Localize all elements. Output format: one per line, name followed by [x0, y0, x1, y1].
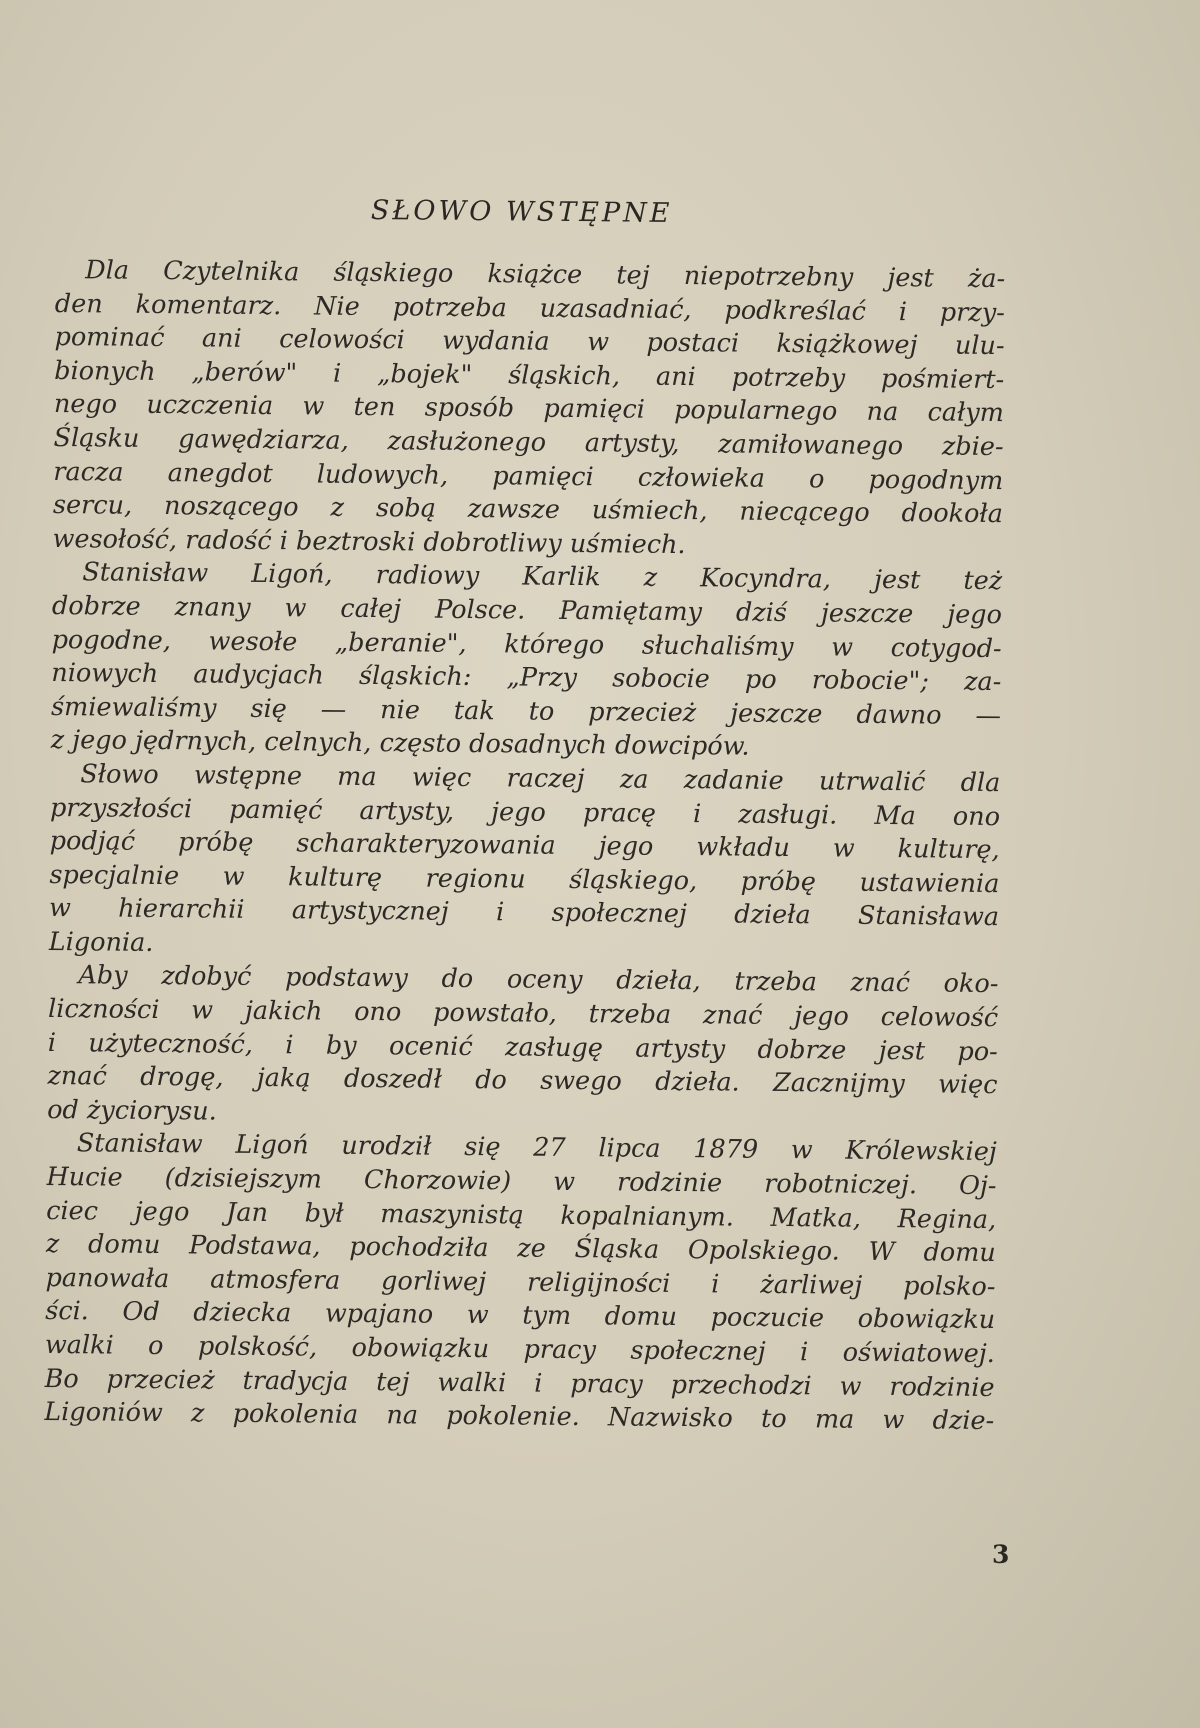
text-line: sercu, noszącego z sobą zawsze uśmiech, niecącego dookoła: [52, 490, 1004, 530]
text-line: ciec jego Jan był maszynistą kopalnianym. Matka, Regina,: [46, 1195, 997, 1235]
text-line: Stanisław Ligoń urodził się 27 lipca 1879 w Królewskiej: [76, 1128, 997, 1168]
page-heading: SŁOWO WSTĘPNE: [370, 195, 673, 229]
text-line: i użyteczność, i by ocenić zasługę artysty dobrze jest po-: [47, 1027, 998, 1067]
text-line: nego uczczenia w ten sposób pamięci popularnego na całym: [53, 389, 1005, 429]
text-line: Ligonia.: [48, 926, 154, 958]
paragraph-2: [51, 556, 1003, 767]
text-line: Śląsku gawędziarza, zasłużonego artysty, zamiłowanego zbie-: [53, 422, 1004, 463]
text-line: pominać ani celowości wydania w postaci książkowej ulu-: [54, 322, 1005, 362]
text-line: śmiewaliśmy się — nie tak to przecież jeszcze dawno —: [50, 691, 1002, 731]
text-block: [44, 188, 1006, 1439]
text-line: od życiorysu.: [47, 1094, 217, 1127]
text-line: Dla Czytelnika śląskiego książce tej niepotrzebny jest ża-: [85, 255, 1006, 295]
text-line: przyszłości pamięć artysty, jego pracę i zasługi. Ma ono: [49, 792, 1001, 832]
text-line: racza anegdot ludowych, pamięci człowieka o pogodnym: [53, 456, 1004, 496]
text-line: Słowo wstępne ma więc raczej za zadanie utrwalić dla: [80, 759, 1001, 798]
paragraph-5: [44, 1127, 997, 1438]
text-line: den komentarz. Nie potrzeba uzasadniać, podkreślać i przy-: [54, 288, 1005, 328]
text-line: walki o polskość, obowiązku pracy społecznej i oświatowej.: [44, 1329, 995, 1370]
text-line: w hierarchii artystycznej i społecznej dzieła Stanisława: [48, 893, 1000, 933]
text-line: Bo przecież tradycja tej walki i pracy przechodzi w rodzinie: [44, 1363, 995, 1403]
text-line: Hucie (dzisiejszym Chorzowie) w rodzinie robotniczej. Oj-: [46, 1161, 997, 1202]
text-line: liczności w jakich ono powstało, trzeba znać jego celowość: [47, 994, 999, 1034]
text-line: Stanisław Ligoń, radiowy Karlik z Kocyndra, jest też: [82, 557, 1003, 597]
text-line: Ligoniów z pokolenia na pokolenie. Nazwisko to ma w dzie-: [44, 1397, 995, 1437]
paragraph-1: [52, 254, 1005, 565]
text-line: dobrze znany w całej Polsce. Pamiętamy dziś jeszcze jego: [51, 590, 1003, 631]
text-line: specjalnie w kulturę regionu śląskiego, próbę ustawienia: [49, 859, 1000, 899]
text-line: panowała atmosfera gorliwej religijności i żarliwej polsko-: [45, 1262, 996, 1302]
text-line: z domu Podstawa, pochodziła ze Śląska Opolskiego. W domu: [45, 1229, 996, 1269]
text-line: pogodne, wesołe „beranie", którego słuchaliśmy w cotygod-: [51, 624, 1002, 664]
paragraph-4: [47, 959, 999, 1136]
text-line: znać drogę, jaką doszedł do swego dzieła. Zacznijmy więc: [47, 1061, 998, 1101]
text-line: niowych audycjach śląskich: „Przy sobocie po robocie"; za-: [51, 658, 1002, 698]
page-number: 3: [992, 1540, 1010, 1569]
paragraph-3: [49, 758, 1001, 969]
text-line: bionych „berów" i „bojek" śląskich, ani potrzeby pośmiert-: [54, 355, 1005, 395]
text-line: podjąć próbę scharakteryzowania jego wkładu w kulturę,: [49, 826, 1000, 866]
text-line: ści. Od dziecka wpajano w tym domu poczucie obowiązku: [45, 1296, 996, 1336]
text-line: Aby zdobyć podstawy do oceny dzieła, trzeba znać oko-: [78, 960, 999, 1000]
text-line: wesołość, radość i beztroski dobrotliwy uśmiech.: [52, 523, 686, 560]
text-line: z jego jędrnych, celnych, często dosadnych dowcipów.: [50, 725, 750, 762]
